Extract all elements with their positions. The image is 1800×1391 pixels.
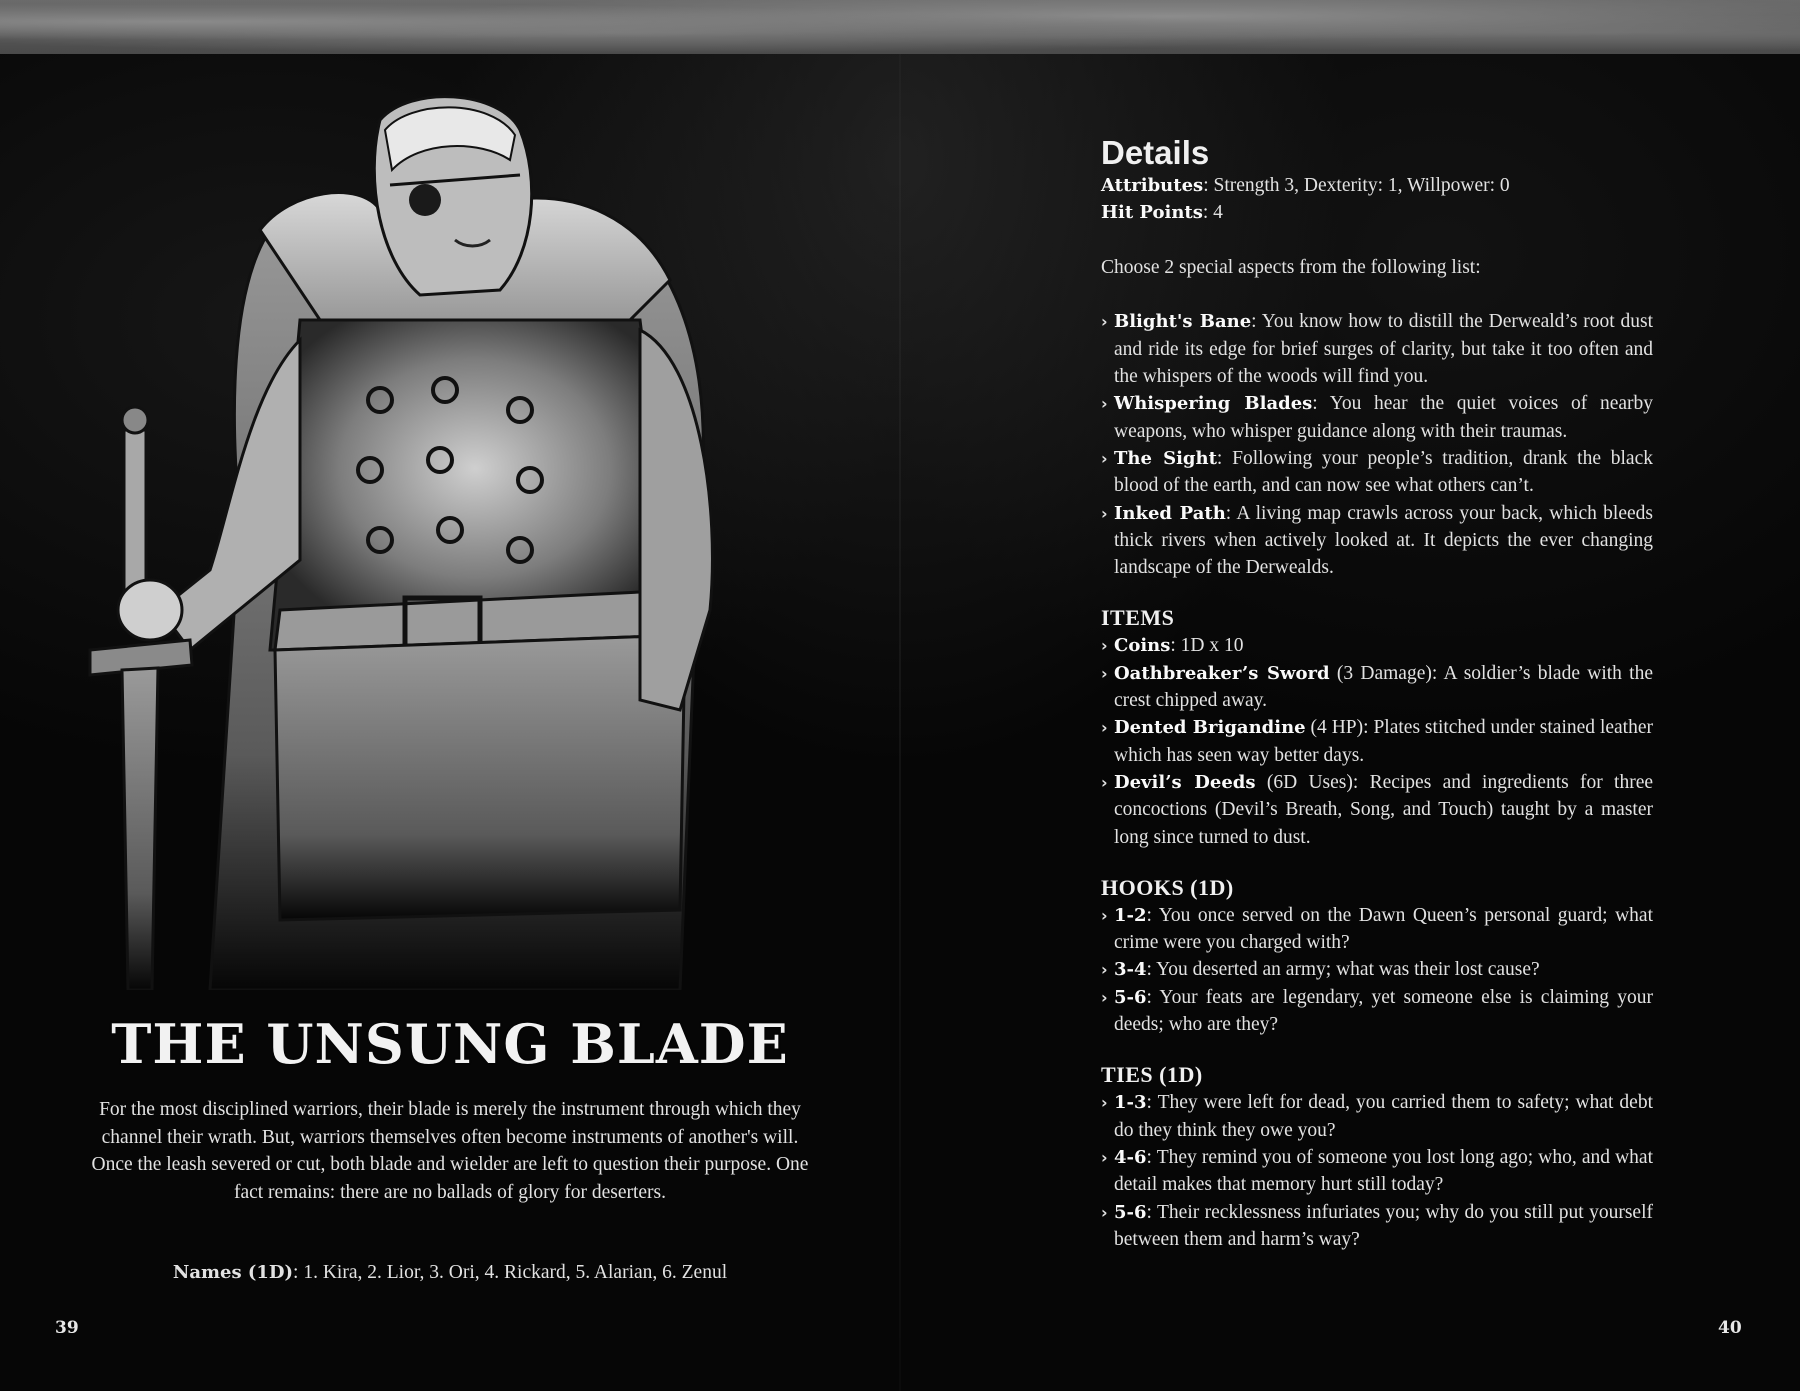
list-item: › 5-6: Their recklessness infuriates you; why do you still put yourself between them and harm’s way?: [1101, 1199, 1653, 1254]
bullet-arrow-icon: ›: [1101, 636, 1108, 656]
attributes-value: : Strength 3, Dexterity: 1, Willpower: 0: [1203, 175, 1510, 196]
bullet-arrow-icon: ›: [1101, 1147, 1108, 1167]
textured-top-band: [0, 0, 1800, 54]
details-heading: Details: [1101, 134, 1210, 171]
items-heading: ITEMS: [1101, 605, 1175, 631]
list-item: › Devil’s Deeds (6D Uses): Recipes and ingredients for three concoctions (Devil’s Breath, Song, and Touch) taught by a master long since turned to dust.: [1101, 769, 1653, 851]
intro-paragraph: For the most disciplined warriors, their blade is merely the instrument through which they channel their wrath. But, warriors themselves often become instruments of another's will. Once the leash severed or cut, both blade and wielder are left to question their purpose. One fact remains: there are no ballads of glory for deserters.: [91, 1099, 809, 1203]
bullet-arrow-icon: ›: [1101, 905, 1108, 925]
bullet-arrow-icon: ›: [1101, 718, 1108, 738]
details-column: [1101, 134, 1653, 1253]
bullet-arrow-icon: ›: [1101, 312, 1108, 332]
ties-heading: TIES (1D): [1101, 1062, 1203, 1088]
page-number-right: 40: [1718, 1318, 1742, 1338]
hooks-list: [1101, 902, 1653, 1038]
list-item: › 4-6: They remind you of someone you lost long ago; who, and what detail makes that memory hurt still today?: [1101, 1144, 1653, 1199]
names-value: : 1. Kira, 2. Lior, 3. Ori, 4. Rickard, 5. Alarian, 6. Zenul: [293, 1262, 728, 1283]
hit-points-label: Hit Points: [1101, 202, 1203, 224]
list-item: › Inked Path: A living map crawls across your back, which bleeds thick rivers when actively looked at. It depicts the ever changing landscape of the Derwealds.: [1101, 500, 1653, 582]
attributes-line: [1101, 172, 1653, 199]
items-list: [1101, 632, 1653, 850]
list-item: › 5-6: Your feats are legendary, yet someone else is claiming your deeds; who are they?: [1101, 984, 1653, 1039]
bullet-arrow-icon: ›: [1101, 987, 1108, 1007]
bullet-arrow-icon: ›: [1101, 448, 1108, 468]
bullet-arrow-icon: ›: [1101, 1093, 1108, 1113]
names-line: [90, 1262, 810, 1284]
list-item: › The Sight: Following your people’s tradition, drank the black blood of the earth, and can now see what others can’t.: [1101, 445, 1653, 500]
aspects-list: [1101, 308, 1653, 581]
list-item: › 1-3: They were left for dead, you carried them to safety; what debt do they think they owe you?: [1101, 1089, 1653, 1144]
choose-aspects-text: Choose 2 special aspects from the following list:: [1101, 256, 1481, 278]
bullet-arrow-icon: ›: [1101, 394, 1108, 414]
bullet-arrow-icon: ›: [1101, 772, 1108, 792]
list-item: › Oathbreaker’s Sword (3 Damage): A soldier’s blade with the crest chipped away.: [1101, 660, 1653, 715]
list-item: › Whispering Blades: You hear the quiet voices of nearby weapons, who whisper guidance along with their traumas.: [1101, 390, 1653, 445]
list-item: › Coins: 1D x 10: [1101, 632, 1653, 659]
bullet-arrow-icon: ›: [1101, 503, 1108, 523]
warrior-illustration: [80, 90, 820, 990]
page-title: THE UNSUNG BLADE: [111, 1012, 789, 1076]
hit-points-line: [1101, 199, 1653, 226]
names-label: Names (1D): [172, 1262, 294, 1283]
list-item: › Blight's Bane: You know how to distill the Derweald’s root dust and ride its edge for brief surges of clarity, but take it too often and the whispers of the woods will find you.: [1101, 308, 1653, 390]
attributes-label: Attributes: [1101, 175, 1204, 196]
bullet-arrow-icon: ›: [1101, 960, 1108, 980]
list-item: › 1-2: You once served on the Dawn Queen’s personal guard; what crime were you charged with?: [1101, 902, 1653, 957]
page-number-left: 39: [55, 1318, 79, 1338]
ties-list: [1101, 1089, 1653, 1253]
hit-points-value: : 4: [1202, 202, 1223, 224]
bullet-arrow-icon: ›: [1101, 663, 1108, 683]
list-item: › Dented Brigandine (4 HP): Plates stitched under stained leather which has seen way better days.: [1101, 714, 1653, 769]
page-gutter: [899, 54, 901, 1391]
list-item: › 3-4: You deserted an army; what was their lost cause?: [1101, 956, 1653, 983]
bullet-arrow-icon: ›: [1101, 1202, 1108, 1222]
hooks-heading: HOOKS (1D): [1101, 874, 1234, 900]
